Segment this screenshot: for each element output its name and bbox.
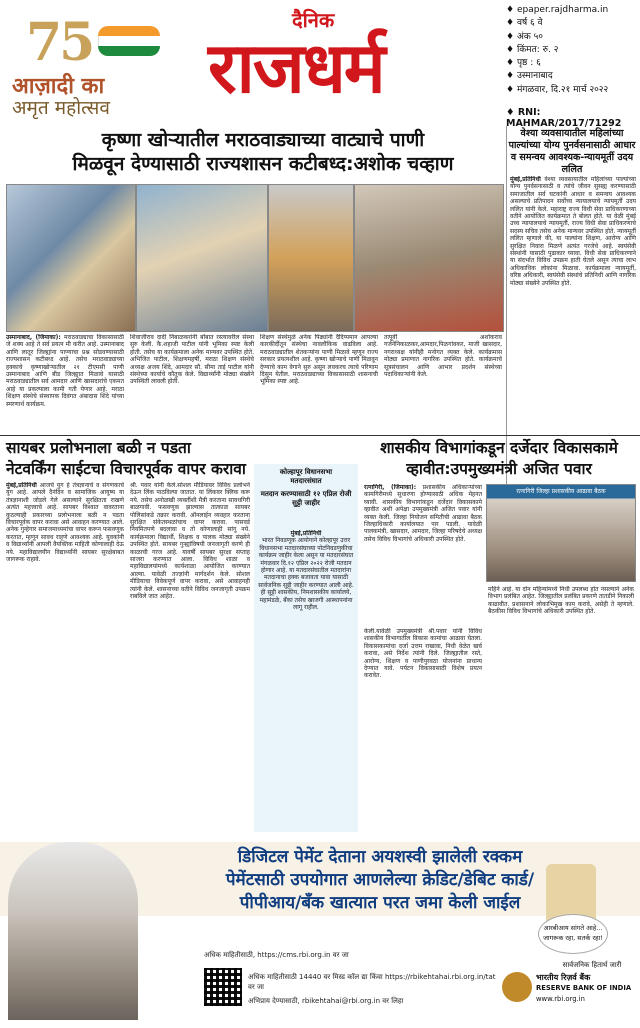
deputy-cm-headline-line-1: शासकीय विभागांकडून दर्जेदार विकासकामे [380, 439, 618, 457]
deputy-cm-col1-text: प्रशासकीय अधिकाऱ्यांच्या कामगिरीमध्ये सुधारणा होण्यासाठी अधिक मेहनत घ्यावी. शासकीय विभागांकडून दर्जेदार विकासकामे व्हावीत अशी अपेक्षा उपमुख्यमंत्री अजित पवार यांनी व्यक्त केली. जिल्हा नियोजन समितीची आढावा बैठक जिल्हाधिकारी कार्यालयात पार पडली. यावेळी पालकमंत्री, खासदार, आमदार, जिल्हा परिषदेचे अध्यक्ष तसेच विविध विभागांचे अधिकारी उपस्थित होते. [364, 484, 482, 543]
cyber-headline-line-1: सायबर प्रलोभनाला बळी न पडता [6, 439, 191, 457]
photo-banner-text: रत्नागिरी जिल्हा प्रशासकीय आढावा बैठक [516, 488, 606, 495]
cyber-col3-text: यावर्षी सायबर सुरक्षा सप्ताह साजरा करण्यात आला. विविध शाळा व महाविद्यालयांमध्ये कार्यशाळा आयोजित करण्यात आल्या. यावेळी तज्ज्ञांनी मार्गदर्शन केले. सोशल मीडियाचा विवेकपूर्ण वापर करावा, असे आवाहनही त्यांनी केले. शासनाच्या वतीने विविध जनजागृती उपक्रम राबविले जात आहेत. [130, 548, 250, 601]
cyber-col2-text: श्री. पवार यांनी केले.सोशल मीडियावर विविध प्रलोभने देऊन लिंक पाठविल्या जातात. या लिंकवर क्लिक करू नये. तसेच अनोळखी व्यक्तींशी मैत्री करताना सावधगिरी बाळगावी. फसवणूक झाल्यास तात्काळ सायबर पोलिसांकडे तक्रार करावी. ऑनलाईन व्यवहार करताना सुरक्षित संकेतस्थळांचाच वापर करावा. पासवर्ड नियमितपणे बदलावा व तो कोणालाही सांगू नये. कार्यक्रमाला विद्यार्थी, शिक्षक व पालक मोठ्या संख्येने उपस्थित होते. सायबर गुन्ह्यांविषयी जनजागृती करणे ही काळाची गरज आहे. [130, 482, 250, 556]
deputy-cm-column-3: महिने आहे. या दोन महिन्यांमध्ये निधी उपलब्ध होत नसल्याने अनेक विभाग प्रलंबित आहेत. जिल्ह्यातील प्रलंबित प्रकरणे तातडीने निकाली काढावीत. प्रशासनाने लोकाभिमुख काम करावे, असेही ते म्हणाले. बैठकीस विविध विभागांचे अधिकारी उपस्थित होते. [488, 586, 634, 616]
lead-col1-text: मराठवाड्याचा विकासासाठी जे शक्य आहे ते सर्व प्रयत्न मी करीत आहे. उस्मानाबाद आणि लातूर जिल्ह्यांना पाण्याचा प्रश्न सोडवण्यासाठी राज्यशासन कटीबध्द आहे. तसेच मराठवाड्याच्या हक्काचे कृष्णाखोऱ्यातील २१ टीएमसी पाणी उस्मानाबाद आणि बीड जिल्ह्यात मिळावे यासाठी मराठवाड्यातील सर्व आमदार आणि खासदारांचे एकमत आहे या प्रकल्पाला कामी गती येणार आहे. मराठा शिक्षण संस्थेचे संस्थापक दिवंगत अंबादास शिंदे यांच्या स्मरणार्थ कार्यक्रम. [6, 334, 124, 408]
cyber-headline[interactable] [6, 438, 284, 480]
azadi-line-2: अमृत महोत्सव [12, 97, 110, 119]
azadi-ka-amrit-mahotsav-logo [6, 8, 196, 118]
ad-headline-line-3: पीपीआय/बँक खात्यात परत जमा केली जाईल [239, 893, 521, 913]
rbi-name-hi: भारतीय रिज़र्व बैंक [536, 973, 591, 982]
rbi-name-en: RESERVE BANK OF INDIA [536, 984, 632, 992]
ad-person-image [8, 842, 138, 1020]
kolhapur-body-text: भारत निवडणूक आयोगाने कोल्हापूर उत्तर विधानसभा मतदारसंघाच्या पोटनिवडणुकीचा कार्यक्रम जाहीर केला असून या मतदारसंघात मंगळवार दि.१२ एप्रिल २०२२ रोजी मतदान होणार आहे. या मतदारसंघातील मतदारांना मतदानाचा हक्क बजावता यावा यासाठी सार्वजनिक सुट्टी जाहीर करण्यात आली आहे. ही सुट्टी शासकीय, निमशासकीय कार्यालये, महामंडळे, बँका तसेच खाजगी आस्थापनांना लागू राहील. [258, 537, 354, 612]
deputy-cm-column-2: केली.यावेळी उपमुख्यमंत्री श्री.पवार यांनी विविध शासकीय विभागातील विकास कामांचा आढावा घेतला. विकासकामांचा दर्जा उत्तम राखावा, निधी वेळेत खर्च करावा, असे निर्देश त्यांनी दिले. जिल्ह्यातील रस्ते, आरोग्य, शिक्षण व पाणीपुरवठा योजनांना प्राधान्य देण्यात यावे. पर्यटन विकासासाठी विशेष प्रयत्न करावेत. [364, 628, 482, 680]
side-dateline: मुंबई,प्रतिनिधी [510, 176, 541, 183]
side-story-body [510, 176, 636, 438]
deputy-cm-headline-line-2: व्हावीत:उपमुख्यमंत्री अजित पवार [406, 460, 592, 478]
kolhapur-headline[interactable] [256, 468, 356, 508]
ad-footer-1[interactable]: अधिक माहितीसाठी 14440 वर मिस्ड कॉल द्या किंवा https://rbikehtahai.rbi.org.in/tat वर जा [248, 973, 496, 991]
lead-column-4: तत्पूर्वी अशोकराव गर्जनेनिकाळकर,आमदार,पिळगांवकर, माजी खासदार, नगराध्यक्ष यांनीही मनोगत व्यक्त केले. कार्यक्रमास मोठ्या प्रमाणात नागरिक उपस्थित होते. कार्यक्रमाचे सूत्रसंचालन आणि आभार प्रदर्शन संस्थेच्या पदाधिकाऱ्यांनी केले. [384, 334, 502, 379]
deputy-cm-headline[interactable] [364, 438, 634, 480]
lead-photo-1[interactable] [6, 184, 136, 332]
cyber-dateline: मुंबई,प्रतिनिधी [6, 482, 37, 489]
logo-75: 75 [26, 12, 93, 73]
newspaper-title: राजधर्म [208, 26, 384, 109]
ad-more-info[interactable]: अधिक माहितीसाठी, https://cms.rbi.org.in वर जा [204, 951, 349, 959]
side-headline[interactable]: वेश्या व्यवसायातील महिलांच्या पाल्यांच्या योग्य पुनर्वसनासाठी आधार व समन्वय आवश्यक-न्यायमूर्ती उदय ललित [508, 128, 636, 175]
meta-date: ♦ मंगळवार, दि.२१ मार्च २०२२ [506, 84, 609, 95]
ad-footer-2[interactable]: अभिप्राय देण्यासाठी, rbikehtahai@rbi.org.in वर लिहा [248, 997, 404, 1005]
deputy-cm-photo[interactable] [486, 484, 636, 582]
ad-headline-line-2: पेमेंटसाठी उपयोगात आणलेल्या क्रेडिट/डेबिट कार्ड/ [225, 870, 535, 890]
flag-icon [98, 26, 160, 56]
cyber-column-2 [130, 482, 250, 834]
meta-city: ♦ उस्मानाबाद [506, 71, 553, 82]
rbi-public-interest: सार्वजनिक हितार्थ जारी [562, 961, 622, 969]
meta-issue: ♦ अंक ५० [506, 31, 543, 42]
lead-column-2: शिवाजीराव दादी निंबाळकरांनी बोंबात रस्त्यावरील संस्था सुरु केली. कै.शहाजी पाटील यांनी भूमिका स्पष्ट केली होती. तसेच या कार्यक्रमाला अनेक मान्यवर उपस्थित होते. अभिजित पाटील, शिक्षणमहर्षी, मराठा शिक्षण संस्थेचे अध्यक्ष अजय शिंदे, आमदार सौ. सीमा ताई पाटील यांनी संस्थेच्या कार्याचे कौतुक केले. विद्यार्थ्यांनी मोठ्या संख्येने उपस्थिती लावली होती. [130, 334, 254, 386]
cyber-headline-line-2: नेटवर्किंग साईटचा विचारपूर्वक वापर करावा [6, 460, 246, 478]
rbi-name [536, 972, 638, 1005]
lead-photo-4[interactable] [354, 184, 504, 332]
cyber-column-1 [6, 482, 124, 834]
brand-prefix: दैनिक [292, 8, 335, 32]
kolhapur-body [258, 530, 354, 826]
lead-photo-3[interactable] [268, 184, 354, 332]
meta-price: ♦ किंमत: रु. २ [506, 44, 559, 55]
lead-headline-line-2[interactable]: मिळवून देण्यासाठी राज्यशासन कटीबध्द:अशोक चव्हाण [72, 153, 454, 175]
qr-code-icon[interactable] [204, 968, 242, 1006]
meta-epaper[interactable]: ♦ epaper.rajdharma.in [506, 5, 609, 15]
meta-year: ♦ वर्ष ६ वे [506, 18, 543, 29]
lead-dateline: उस्मानाबाद, (जिमाका): [6, 334, 61, 341]
section-divider [0, 435, 640, 436]
cyber-col1-text: आजचे युग हे तंत्रज्ञानाचे व संगणकाचे युग आहे. आपले दैनंदिन व सामाजिक आयुष्य या तंत्रज्ञानाशी जोडले गेले असल्याने सुरक्षितता राखणे अत्यंत महत्त्वाचे आहे. सायबर विश्वात वावरताना कुठल्याही प्रकारच्या प्रलोभनाला बळी न पडता विचारपूर्वक वापर करावा असे आवाहन करण्यात आले. अनेक गुन्हेगार समाजमाध्यमांचा वापर करून फसवणूक करतात, म्हणून सावध राहणे आवश्यक आहे. युवकांनी व विद्यार्थ्यांनी आपली वैयक्तिक माहिती कोणालाही देऊ नये. महाविद्यालयीन विद्यार्थ्यांनी सायबर सुरक्षेबाबत जागरूक राहावे. [6, 482, 124, 564]
kolhapur-headline-2: मतदारसंघात [290, 477, 322, 485]
deputy-cm-dateline: रत्नागिरी, (जिमाका): [364, 484, 417, 491]
deputy-cm-column-1 [364, 484, 482, 624]
rbi-url[interactable]: www.rbi.org.in [536, 995, 585, 1003]
rbi-logo-icon [502, 972, 532, 1002]
kolhapur-headline-1: कोल्हापूर विधानसभा [279, 468, 333, 476]
ad-speech-bubble: आरबीआय सांगते आहे... जागरूक रहा, सतर्क रहा! [538, 914, 608, 954]
side-body-text: वेश्या व्यवसायातील महिलांच्या पाल्यांच्या योग्य पुनर्वसनासाठी व त्यांचे जीवन सुसह्य करण्यासाठी समाजातील सर्व घटकांनी आधार व समन्वय आवश्यक असल्याचे प्रतिपादन सर्वोच्च न्यायालयाचे न्यायमूर्ती उदय ललित यांनी केले. महाराष्ट्र राज्य विधी सेवा प्राधिकरणाच्या वतीने आयोजित कार्यक्रमात ते बोलत होते. या वेळी मुंबई उच्च न्यायालयाचे न्यायमूर्ती, राज्य विधी सेवा प्राधिकरणाचे सदस्य सचिव तसेच अनेक मान्यवर उपस्थित होते. न्यायमूर्ती ललित म्हणाले की, या पाल्यांना शिक्षण, आरोग्य आणि सुरक्षित निवारा मिळणे अत्यंत गरजेचे आहे. स्वयंसेवी संस्थांनी यासाठी पुढाकार घ्यावा. विधी सेवा प्राधिकरणाने या संदर्भात विविध उपक्रम हाती घेतले असून त्याचा लाभ अधिकाधिक लोकांना मिळावा. कार्यक्रमाला न्यायमूर्ती, वरिष्ठ अधिकारी, स्वयंसेवी संस्थांचे प्रतिनिधी आणि नागरिक मोठ्या संख्येने उपस्थित होते. [510, 176, 636, 287]
lead-column-1 [6, 334, 124, 432]
kolhapur-dateline: मुंबई,प्रतिनिधी [290, 530, 322, 537]
lead-column-3: शिक्षण संस्थेमुळे अनेक पिढ्यांनी दैदिप्यमान आपल्या कारकीर्दीतून संस्थेचा नावलौकिक वाढविला आहे. मराठवाड्यातील शेतकऱ्यांना पाणी मिळावे म्हणून राज्य सरकार प्रयत्नशील आहे. कृष्णा खोऱ्याचे पाणी मिळवून देण्याचे काम वेगाने सुरु असून लवकरच त्याचे परिणाम दिसून येतील. मराठवाड्याच्या विकासासाठी शासनाची भूमिका स्पष्ट आहे. [260, 334, 378, 386]
lead-headline-line-1[interactable]: कृष्णा खोऱ्यातील मराठवाड्याच्या वाट्याचे पाणी [101, 129, 425, 151]
edition-meta [506, 4, 638, 97]
ad-headline-line-1: डिजिटल पेमेंट देताना अयशस्वी झालेली रक्कम [237, 847, 523, 867]
lead-photo-2[interactable] [136, 184, 268, 332]
azadi-line-1: आज़ादी का [12, 74, 105, 99]
kolhapur-headline-3: मतदान करण्यासाठी १२ एप्रिल रोजी सुट्टी जाहीर [260, 490, 352, 507]
meta-pages: ♦ पृष्ठ : ६ [506, 58, 541, 69]
rni-number: ♦ RNI: MAHMAR/2017/71292 [506, 107, 622, 129]
